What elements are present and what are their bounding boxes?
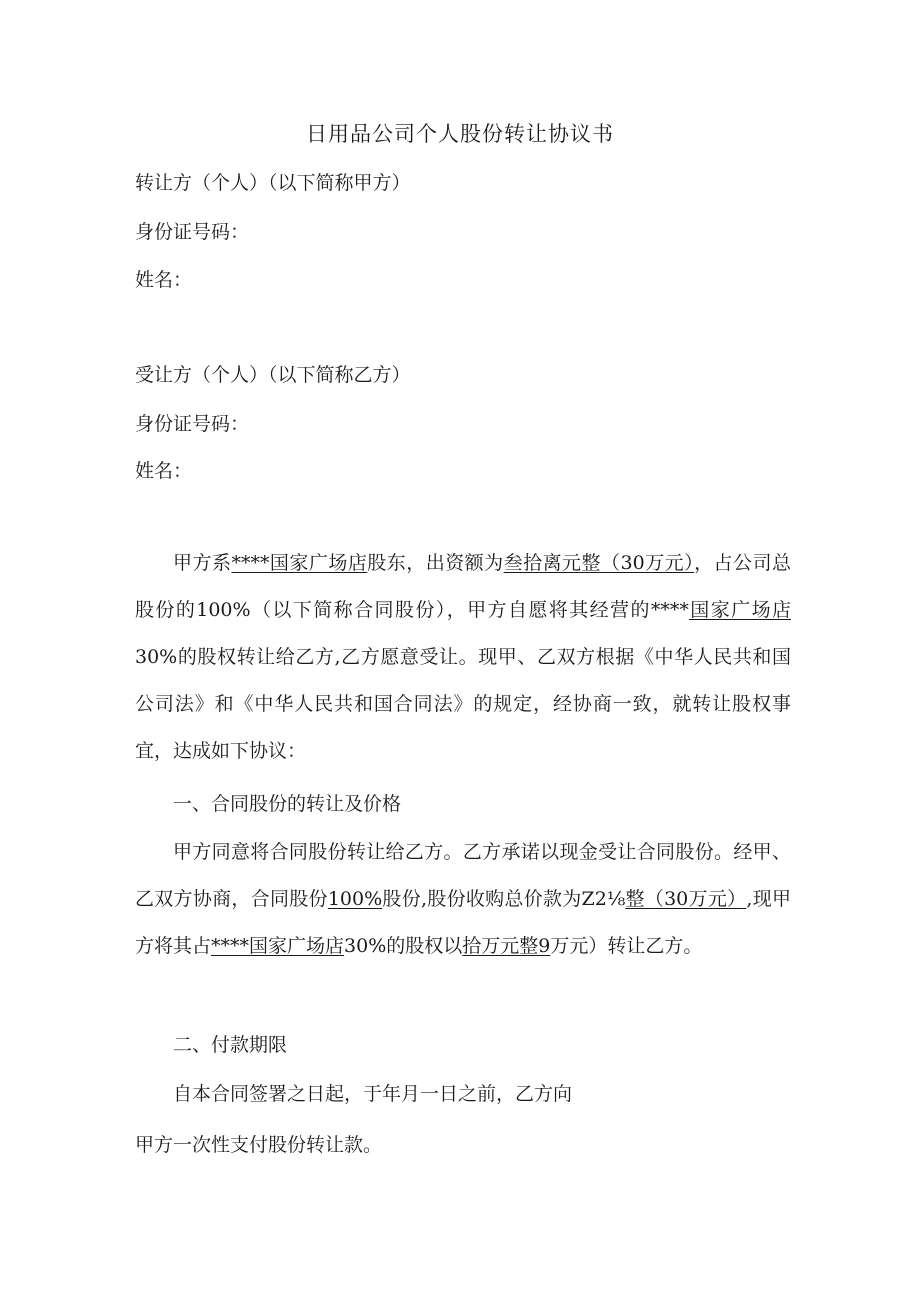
section2-line-1: 自本合同签署之日起，于年月一日之前，乙方向 [173,1083,573,1105]
section1-text-5: 万元）转让乙方。 [550,935,703,957]
intro-underline-store: ****国家广场店 [231,552,368,574]
intro-text-1: 甲方系 [173,552,232,574]
section1-underline-price: 整（30万元） [625,888,747,910]
section1-heading: 一、合同股份的转让及价格 [173,793,402,815]
transferee-heading: 受让方（个人）（以下简称乙方） [135,364,411,386]
intro-underline-capital: 叁拾离元整（30万元） [503,552,695,574]
intro-paragraph [135,540,791,775]
section2-line-2: 甲方一次性支付股份转让款。 [135,1134,383,1156]
intro-text-3: ，占公司总股份的100%（以下简称合同股份），甲方自愿将其经营的**** [135,552,791,621]
section2-heading: 二、付款期限 [173,1034,288,1056]
document-title: 日用品公司个人股份转让协议书 [306,122,614,146]
intro-underline-store-2: 国家广场店 [688,599,791,621]
section1-underline-percent: 100% [327,888,383,910]
intro-text-2: 股东，出资额为 [367,552,504,574]
transferee-id-label: 身份证号码： [135,413,250,435]
section1-text-2: 股份,股份收购总价款为Z2⅛ [382,888,626,910]
section1-paragraph [135,829,791,970]
transferor-id-label: 身份证号码： [135,221,250,243]
intro-text-4: 30%的股权转让给乙方,乙方愿意受让。现甲、乙双方根据《中华人民共和国公司法》和《中华人民共和国合同法》的规定，经协商一致，就转让股权事宜，达成如下协议： [135,646,791,762]
section1-text-4: 30%的股权以 [344,935,463,957]
transferee-name-label: 姓名： [135,460,193,482]
section1-underline-store: ****国家广场店 [211,935,345,957]
section1-text-3: ,现甲方将其占 [135,888,791,957]
section1-text-1: 甲方同意将合同股份转让给乙方。乙方承诺以现金受让合同股份。经甲、乙双方协商，合同股份 [135,841,791,910]
transferor-heading: 转让方（个人）（以下简称甲方） [135,172,411,194]
transferor-name-label: 姓名： [135,269,193,291]
section1-underline-amount: 拾万元整9 [462,935,551,957]
